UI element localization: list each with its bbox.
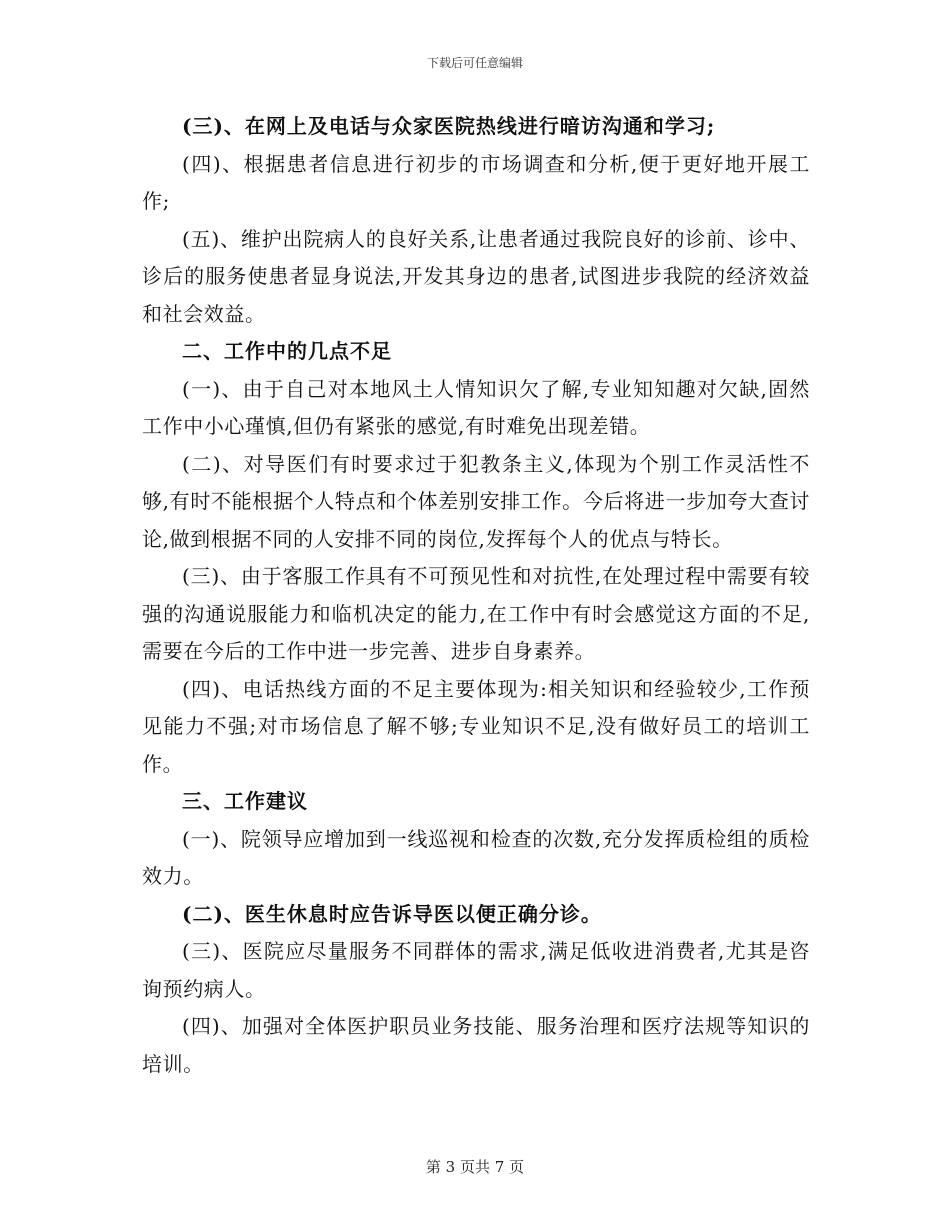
page-number: 第 3 页共 7 页 [425, 1158, 525, 1176]
header-note: 下载后可任意编辑 [426, 56, 523, 70]
paragraph: (五)、维护出院病人的良好关系,让患者通过我院良好的诊前、诊中、诊后的服务使患者显身说法,开发其身边的患者,试图进步我院的经济效益和社会效益。 [142, 226, 810, 326]
paragraph: (四)、加强对全体医护职员业务技能、服务治理和医疗法规等知识的培训。 [142, 1014, 810, 1076]
paragraph: (三)、由于客服工作具有不可预见性和对抗性,在处理过程中需要有较强的沟通说服能力和临机决定的能力,在工作中有时会感觉这方面的不足,需要在今后的工作中进一步完善、进步自身素养。 [142, 564, 810, 663]
paragraph: (二)、医生休息时应告诉导医以便正确分诊。 [182, 901, 602, 926]
paragraph: (二)、对导医们有时要求过于犯教条主义,体现为个别工作灵活性不够,有时不能根据个人特点和个体差别安排工作。今后将进一步加夸大查讨论,做到根据不同的人安排不同的岗位,发挥每个人的优点与特长。 [142, 451, 810, 551]
paragraph: (三)、医院应尽量服务不同群体的需求,满足低收进消费者,尤其是咨询预约病人。 [142, 939, 810, 1001]
paragraph: (一)、由于自己对本地风土人情知识欠了解,专业知知趣对欠缺,固然工作中小心瑾慎,但仍有紧张的感觉,有时难免出现差错。 [142, 376, 810, 438]
paragraph: (四)、电话热线方面的不足主要体现为:相关知识和经验较少,工作预见能力不强;对市场信息了解不够;专业知识不足,没有做好员工的培训工作。 [142, 676, 810, 776]
paragraph: (一)、院领导应增加到一线巡视和检查的次数,充分发挥质检组的质检效力。 [142, 826, 810, 888]
section-heading: 二、工作中的几点不足 [182, 339, 392, 363]
paragraph: (三)、在网上及电话与众家医院热线进行暗访沟通和学习; [182, 114, 716, 138]
document-body [142, 108, 810, 1083]
paragraph: (四)、根据患者信息进行初步的市场调查和分析,便于更好地开展工作; [142, 151, 810, 213]
section-heading: 三、工作建议 [182, 789, 308, 813]
